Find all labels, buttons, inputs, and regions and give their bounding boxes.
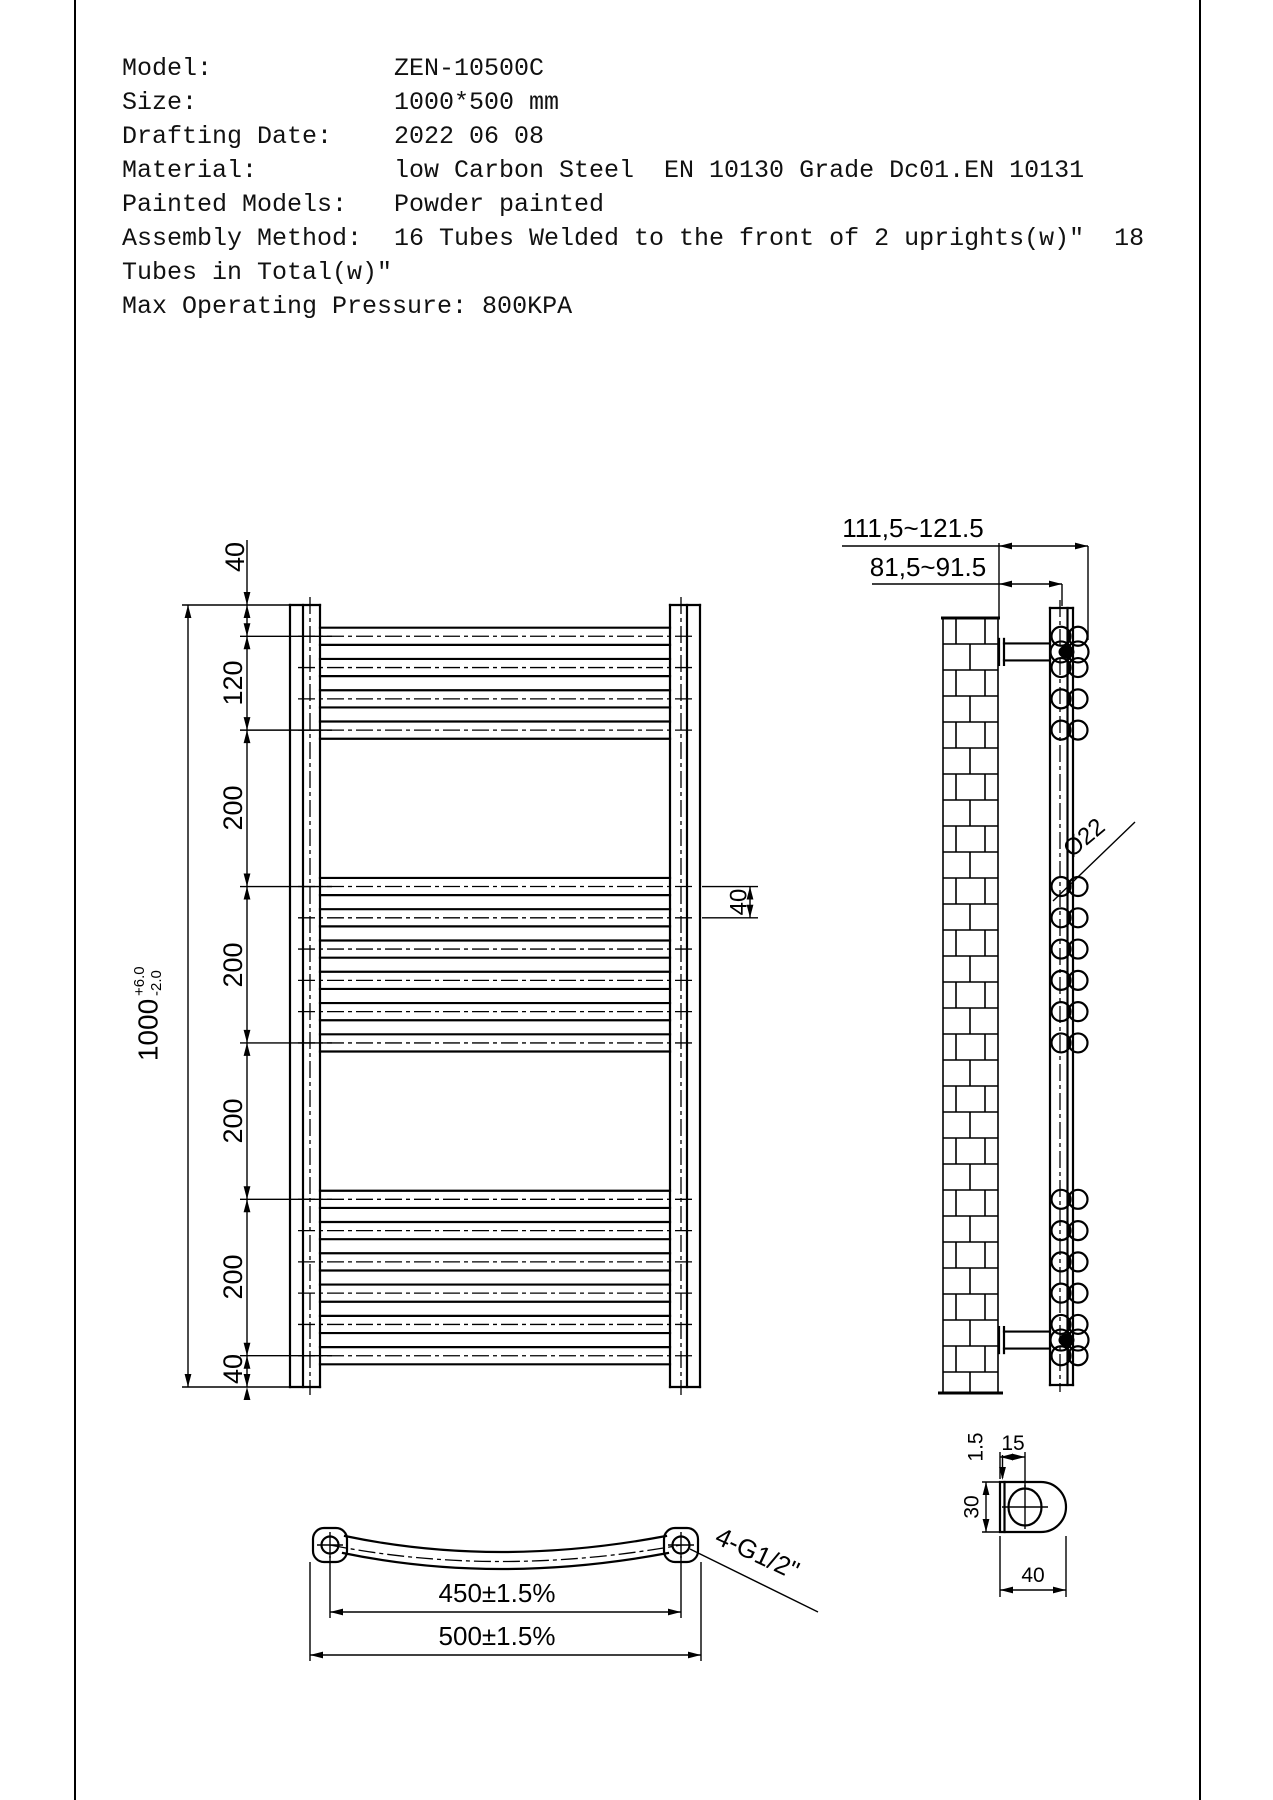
spec-label: Drafting Date: bbox=[122, 122, 333, 151]
dim-200-d: 200 bbox=[218, 1254, 249, 1300]
dim-arrow bbox=[244, 1043, 251, 1056]
spec-label: Size: bbox=[122, 88, 198, 117]
spec-label: Assembly Method: bbox=[122, 224, 363, 253]
dim-arrow bbox=[244, 592, 251, 605]
dim-wall-thickness bbox=[965, 1432, 988, 1461]
dim-arrow bbox=[999, 543, 1012, 550]
dim-arrow bbox=[244, 1343, 251, 1356]
dim-top-40: 40 bbox=[220, 541, 251, 573]
dim-arrow bbox=[244, 1186, 251, 1199]
dim-wall-to-center: 81,5~91.5 bbox=[869, 552, 987, 582]
dim-120: 120 bbox=[218, 660, 249, 706]
dim-centers-450: 450±1.5% bbox=[438, 1578, 556, 1608]
connection-label-value: 4-G1/2" bbox=[710, 1520, 805, 1586]
spec-value: 1000*500 mm bbox=[394, 88, 560, 117]
dim-arrow bbox=[244, 1387, 251, 1400]
dim-tube-pitch bbox=[725, 889, 752, 916]
dim-200-a: 200 bbox=[218, 785, 249, 831]
dim-arrow bbox=[1053, 1587, 1066, 1594]
connection-label bbox=[711, 1521, 804, 1586]
dim-200-b: 200 bbox=[218, 942, 249, 988]
dim-200-c: 200 bbox=[218, 1098, 249, 1144]
dim-offset-15: 15 bbox=[1001, 1432, 1025, 1455]
dim-arrow bbox=[668, 1609, 681, 1616]
dim-arrow bbox=[310, 1652, 323, 1659]
dim-wall-thickness-value: 1.5 bbox=[964, 1432, 988, 1462]
dim-depth-30 bbox=[961, 1495, 984, 1518]
dim-arrow bbox=[244, 1030, 251, 1043]
dim-arrow bbox=[688, 1652, 701, 1659]
dim-overall-value: 1000 bbox=[132, 998, 164, 1062]
dim-arrow bbox=[244, 636, 251, 649]
front-elevation-view bbox=[290, 597, 700, 1395]
side-section-view bbox=[842, 543, 1135, 1393]
dim-depth-30-value: 30 bbox=[960, 1495, 984, 1519]
spec-value: low Carbon Steel EN 10130 Grade Dc01.EN 10131 bbox=[394, 156, 1085, 185]
dim-width-40: 40 bbox=[1021, 1564, 1045, 1587]
spec-label: Material: bbox=[122, 156, 258, 185]
spec-value: 16 Tubes Welded to the front of 2 uprights(w)" 18 bbox=[394, 224, 1145, 253]
dim-overall-500: 500±1.5% bbox=[438, 1621, 556, 1651]
dim-arrow bbox=[244, 874, 251, 887]
spec-pressure: Max Operating Pressure: 800KPA bbox=[122, 292, 573, 321]
dim-arrow bbox=[185, 1374, 192, 1387]
dim-arrow bbox=[983, 1519, 990, 1532]
fitting-valve bbox=[1059, 1334, 1075, 1347]
fitting-valve bbox=[1059, 645, 1075, 658]
dim-arrow bbox=[244, 887, 251, 900]
dim-arrow bbox=[1049, 581, 1062, 588]
spec-value: 2022 06 08 bbox=[394, 122, 545, 151]
dim-arrow bbox=[244, 717, 251, 730]
spec-label: Painted Models: bbox=[122, 190, 348, 219]
dim-arrow bbox=[330, 1609, 343, 1616]
dim-arrow bbox=[1075, 543, 1088, 550]
dim-arrow bbox=[999, 581, 1012, 588]
dim-tube-pitch-value: 40 bbox=[725, 888, 753, 916]
dim-bottom-40: 40 bbox=[218, 1353, 249, 1385]
dim-arrow bbox=[1000, 1587, 1013, 1594]
spec-value: ZEN-10500C bbox=[394, 54, 545, 83]
dim-overall-height bbox=[131, 966, 165, 1061]
spec-value: Powder painted bbox=[394, 190, 605, 219]
dim-arrow bbox=[244, 623, 251, 636]
dim-tube-diameter bbox=[1058, 813, 1110, 863]
bowed-tube-top bbox=[345, 1536, 666, 1552]
dim-overall-tol-minus: -2.0 bbox=[148, 970, 165, 996]
dim-arrow bbox=[244, 1199, 251, 1212]
spec-label: Model: bbox=[122, 54, 213, 83]
dim-wall-to-outer: 111,5~121.5 bbox=[842, 513, 984, 543]
spec-continuation: Tubes in Total(w)" bbox=[122, 258, 393, 287]
dim-arrow bbox=[244, 605, 251, 618]
dim-tube-diameter-value: Ø22 bbox=[1058, 813, 1111, 863]
dim-arrow bbox=[185, 605, 192, 618]
dim-arrow bbox=[983, 1482, 990, 1495]
dim-arrow bbox=[244, 730, 251, 743]
dim-overall-tol-plus: +6.0 bbox=[131, 966, 148, 996]
